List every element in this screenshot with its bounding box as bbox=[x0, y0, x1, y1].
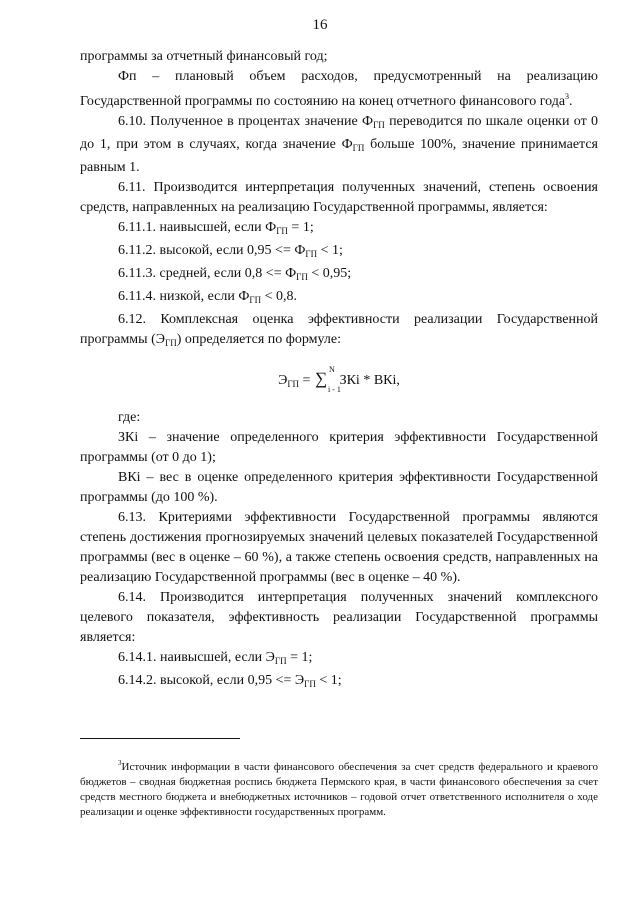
footnote: $^3$Источник информации в части финансового обеспечения за счет средств федерального и краевого бюджетов – сводная бюджетная роспись бюджета Пермского края, в части финансового обеспечения за счет средств местного бюджета и внебюджетных источников – годовой отчет ответственного исполнителя о ходе реализации и оценке эффективности государственных программ. bbox=[80, 759, 598, 818]
paragraph-6-14-2: 6.14.2. высокой, если $0,95 <= Э_{ГП} < 1$; bbox=[118, 673, 342, 689]
paragraph-6-11-3: 6.11.3. средней, если $0,8 <= Ф_{ГП} < 0,95$; bbox=[118, 266, 352, 282]
footnote-divider bbox=[80, 738, 240, 739]
sum-symbol: ∑ N i - 1 bbox=[314, 365, 341, 394]
paragraph-6-11-1: 6.11.1. наивысшей, если $Ф_{ГП} = 1$; bbox=[118, 220, 314, 236]
paragraph-6-14-1: 6.14.1. наивысшей, если $Э_{ГП} = 1$; bbox=[118, 650, 313, 666]
page-number: 16 bbox=[312, 17, 328, 33]
paragraph-vki: ВКi – вес в оценке определенного критерия эффективности Государственной программы (до 100 %). bbox=[80, 470, 598, 505]
paragraph-6-11: 6.11. Производится интерпретация полученных значений, степень освоения средств, направленных на реализацию Государственной программы, является: bbox=[80, 180, 598, 215]
document-body bbox=[80, 47, 598, 694]
paragraph-6-11-4: 6.11.4. низкой, если $Ф_{ГП} < 0,8$. bbox=[118, 289, 298, 305]
paragraph-1: программы за отчетный финансовый год; bbox=[80, 49, 328, 64]
formula: $Э_{ГП}$ = ∑ N i - 1 ЗКi * ВКi, bbox=[278, 365, 400, 394]
paragraph-fp-definition: Фп – плановый объем расходов, предусмотренный на реализацию Государственной программы по состоянию на конец отчетного финансового года$^3$. bbox=[80, 69, 598, 109]
paragraph-6-13: 6.13. Критериями эффективности Государственной программы являются степень достижения прогнозируемых значений целевых показателей Государственной программы (вес в оценке – 60 %), а также степень освоения средств, направленных на реализацию Государственной программы (вес в оценке – 40 %). bbox=[80, 510, 598, 585]
paragraph-zki: ЗКi – значение определенного критерия эффективности Государственной программы (от 0 до 1); bbox=[80, 430, 598, 465]
paragraph-where: где: bbox=[118, 410, 141, 425]
footnote-ref: 3 bbox=[565, 92, 570, 101]
paragraph-6-12: 6.12. Комплексная оценка эффективности реализации Государственной программы $(Э_{ГП})$ определяется по формуле: bbox=[80, 312, 598, 348]
paragraph-6-14: 6.14. Производится интерпретация полученных значений комплексного целевого показателя, эффективность реализации Государственной программы является: bbox=[80, 590, 598, 645]
paragraph-6-11-2: 6.11.2. высокой, если $0,95 <= Ф_{ГП} < 1$; bbox=[118, 243, 343, 259]
paragraph-6-10: 6.10. Полученное в процентах значение $Ф_{ГП}$ переводится по шкале оценки от 0 до 1, при этом в случаях, когда значение $Ф_{ГП}$ больше 100%, значение принимается равным 1. bbox=[80, 114, 599, 175]
